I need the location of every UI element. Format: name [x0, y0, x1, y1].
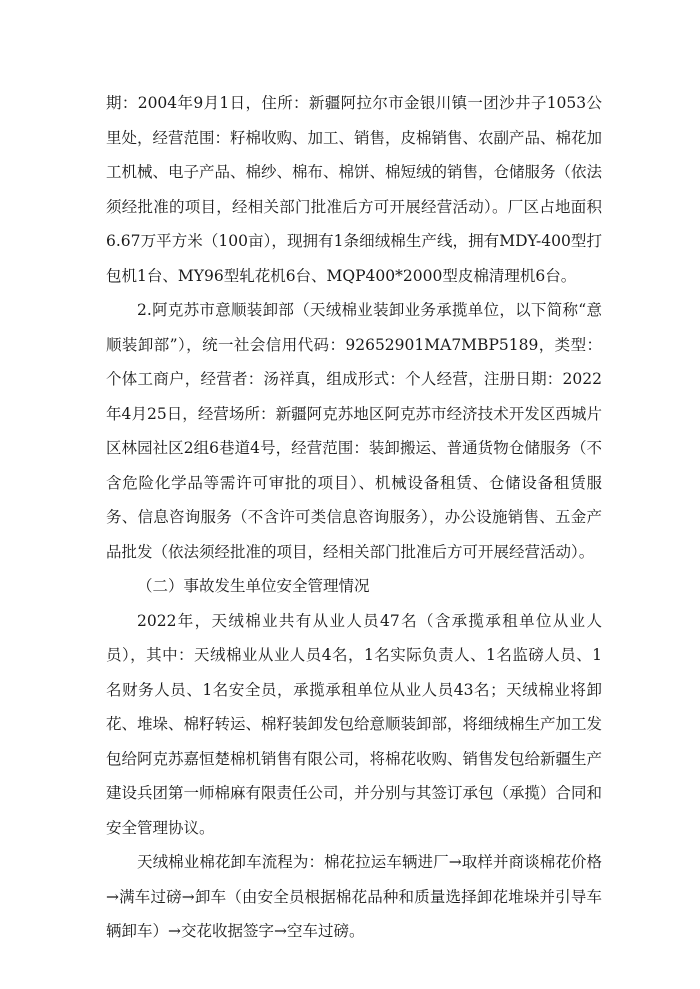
section-heading-safety-management: （二）事故发生单位安全管理情况: [137, 577, 370, 595]
paragraph-personnel: 2022年，天绒棉业共有从业人员47名（含承揽承租单位从业人员），其中：天绒棉业从业人员4名，1名实际负责人、1名监磅人员、1名财务人员、1名安全员，承揽承租单位从业人员43名；天绒棉业将卸花、堆垛、棉籽转运、棉籽装卸发包给意顺装卸部，将细绒棉生产加工发包给阿克苏嘉恒楚棉机销售有限公司，将棉花收购、销售发包给新疆生产建设兵团第一师棉麻有限责任公司，并分别与其签订承包（承揽）合同和安全管理协议。: [106, 611, 603, 837]
document-page: [106, 86, 602, 949]
paragraph-unloading-process: 天绒棉业棉花卸车流程为：棉花拉运车辆进厂→取样并商谈棉花价格→满车过磅→卸车（由安全员根据棉花品种和质量选择卸花堆垛并引导车辆卸车）→交花收据签字→空车过磅。: [106, 853, 602, 940]
paragraph-yishun-loading: 2.阿克苏市意顺装卸部（天绒棉业装卸业务承揽单位，以下简称“意顺装卸部”），统一社会信用代码：92652901MA7MBP5189，类型：个体工商户，经营者：汤祥真，组成形式：个人经营，注册日期：2022年4月25日，经营场所：新疆阿克苏地区阿克苏市经济技术开发区西城片区林园社区2组6巷道4号，经营范围：装卸搬运、普通货物仓储服务（不含危险化学品等需许可审批的项目）、机械设备租赁、仓储设备租赁服务、信息咨询服务（不含许可类信息咨询服务），办公设施销售、五金产品批发（依法须经批准的项目，经相关部门批准后方可开展经营活动）。: [106, 301, 602, 561]
paragraph-company-registration: 期：2004年9月1日，住所：新疆阿拉尔市金银川镇一团沙井子1053公里处，经营范围：籽棉收购、加工、销售，皮棉销售、农副产品、棉花加工机械、电子产品、棉纱、棉布、棉饼、棉短绒的销售，仓储服务（依法须经批准的项目，经相关部门批准后方可开展经营活动）。厂区占地面积6.67万平方米（100亩），现拥有1条细绒棉生产线，拥有MDY-400型打包机1台、MY96型轧花机6台、MQP400*2000型皮棉清理机6台。: [106, 94, 603, 285]
